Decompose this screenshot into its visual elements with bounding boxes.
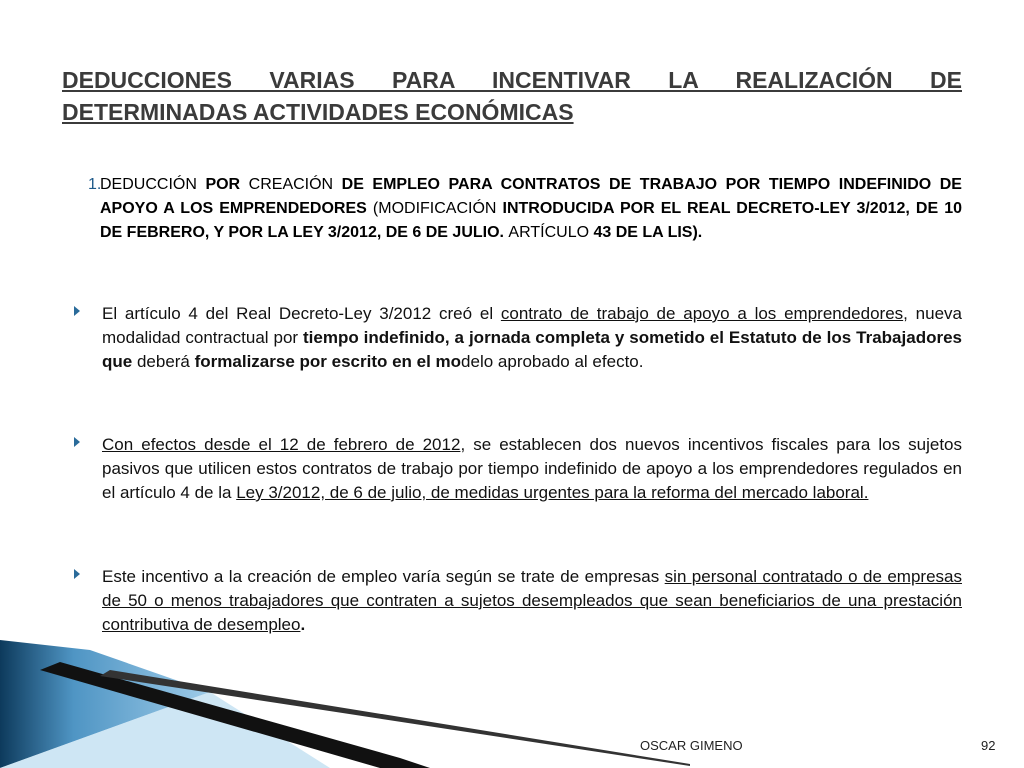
- item-number: 1.: [88, 176, 102, 193]
- bullet-item-1: [62, 302, 962, 374]
- bullet-text: [102, 433, 962, 505]
- text-run: Este incentivo a la creación de empleo varía según se trate de empresas: [102, 567, 665, 586]
- text-run: DEDUCCIÓN: [100, 176, 206, 193]
- text-run: deberá: [136, 352, 195, 371]
- decorative-corner-graphic: [0, 640, 700, 768]
- text-run: CREACIÓN: [248, 176, 342, 193]
- text-run: 43 DE LA LIS).: [593, 224, 703, 241]
- underlined-text: Ley 3/2012, de 6 de julio, de medidas urgentes para la reforma del mercado laboral.: [236, 483, 869, 502]
- text-run: (MODIFICACIÓN: [372, 200, 503, 217]
- triangle-right-icon: [74, 569, 80, 579]
- slide-title: DEDUCCIONES VARIAS PARA INCENTIVAR LA REALIZACIÓN DE DETERMINADAS ACTIVIDADES ECONÓMICAS: [62, 67, 962, 125]
- triangle-right-icon: [74, 437, 80, 447]
- underlined-text: contrato de trabajo de apoyo a los emprendedores: [500, 304, 904, 323]
- item-text: [100, 173, 962, 245]
- page-number: 92: [981, 738, 996, 753]
- text-run: El artículo 4 del Real Decreto-Ley 3/2012 creó el: [102, 304, 501, 323]
- bold-text: tiempo indefinido, a jornada completa y sometido el Estatuto de los Trabajadores que: [102, 328, 962, 371]
- bold-text: formalizarse por escrito en el mo: [194, 352, 462, 371]
- underlined-text: sin personal contratado o de empresas de 50 o menos trabajadores que contraten a sujetos desempleados que sean beneficiarios de una prestación contributiva de desempleo: [102, 567, 962, 634]
- bullet-item-3: [62, 565, 962, 637]
- text-run: POR: [205, 176, 249, 193]
- text-run: ARTÍCULO: [508, 224, 594, 241]
- text-run: , se establecen dos nuevos incentivos fiscales para los sujetos pasivos que utilicen estos contratos de trabajo por tiempo indefinido de apoyo a los emprendedores regulados en el artículo 4 de la: [102, 435, 962, 502]
- triangle-right-icon: [74, 306, 80, 316]
- bullet-item-2: [62, 433, 962, 505]
- text-run: INTRODUCIDA POR EL REAL DECRETO-LEY 3/2012, DE 10 DE FEBRERO, Y POR LA LEY 3/2012, DE 6 DE JULIO.: [100, 200, 963, 241]
- bullet-text: [102, 565, 962, 637]
- footer-author: OSCAR GIMENO: [640, 738, 743, 753]
- bold-text: .: [300, 615, 306, 634]
- bullet-text: [102, 302, 962, 374]
- text-run: DE EMPLEO PARA CONTRATOS DE TRABAJO POR TIEMPO INDEFINIDO DE APOYO A LOS EMPRENDEDORES: [100, 176, 962, 217]
- text-run: delo aprobado al efecto.: [461, 352, 644, 371]
- text-run: , nueva modalidad contractual por: [102, 304, 962, 347]
- underlined-text: Con efectos desde el 12 de febrero de 2012: [102, 435, 461, 454]
- numbered-item-1: [62, 173, 962, 245]
